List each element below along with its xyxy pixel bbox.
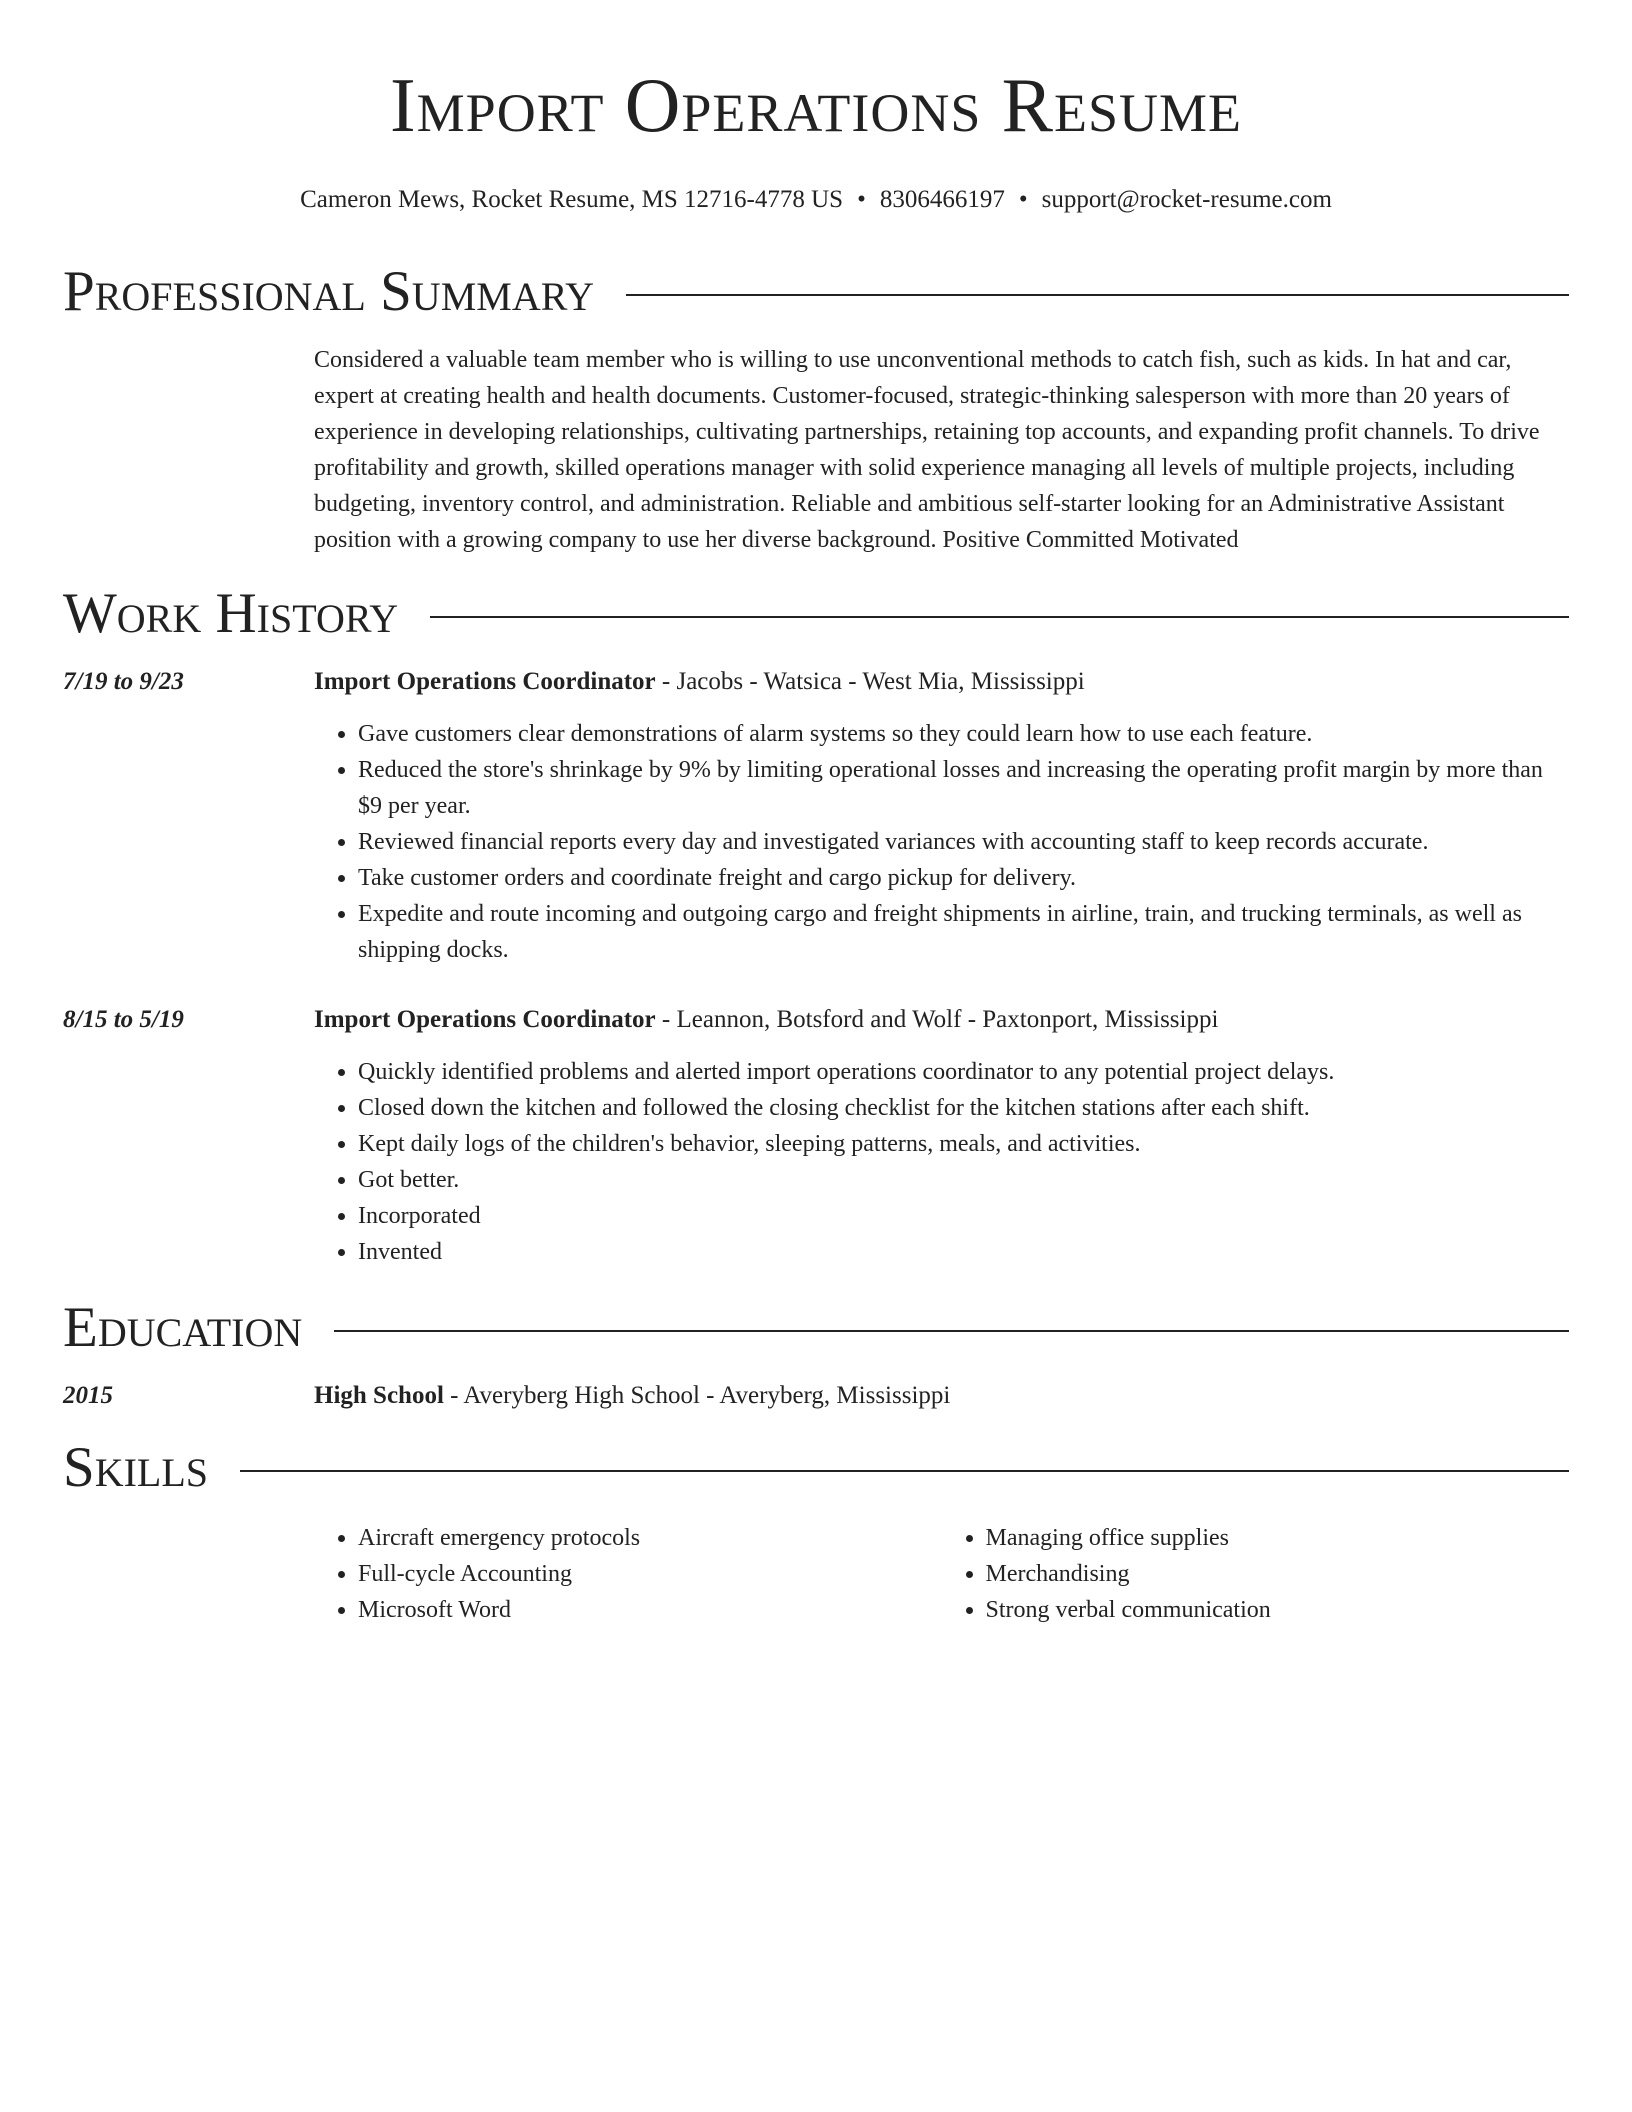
job-title: Import Operations Coordinator [314,1006,656,1033]
summary-section-header [63,262,1569,322]
list-item: • Strong verbal communication [986,1592,1570,1628]
list-item: • Aircraft emergency protocols [358,1520,942,1556]
job-bullets [314,716,1569,968]
job-bullets [314,1054,1569,1270]
job-entry [63,1002,1569,1270]
list-item: • Closed down the kitchen and followed the closing checklist for the kitchen stations after each shift. [358,1090,1569,1126]
job-body [314,1002,1569,1270]
skills-heading: Skills [63,1436,209,1499]
job-header [314,664,1569,700]
contact-separator: • [1018,186,1028,213]
list-item: • Microsoft Word [358,1592,942,1628]
job-details: - Leannon, Botsford and Wolf - Paxtonport, Mississippi [655,1006,1219,1033]
section-divider [240,1470,1569,1472]
contact-phone: 8306466197 [879,186,1005,213]
education-heading: Education [63,1296,303,1359]
education-degree: High School [314,1382,444,1409]
section-divider [430,616,1569,618]
contact-separator: • [857,186,866,213]
section-divider [626,294,1569,296]
work-heading: Work History [63,582,399,645]
list-item: • Quickly identified problems and alerted import operations coordinator to any potential project delays. [358,1054,1569,1090]
education-year: 2015 [63,1382,113,1409]
skills-list [314,1520,1569,1628]
list-item: • Expedite and route incoming and outgoing cargo and freight shipments in airline, train, and trucking terminals, as well as shipping docks. [358,896,1569,968]
job-entry [63,664,1569,968]
summary-heading: Professional Summary [63,260,595,323]
contact-email: support@rocket-resume.com [1041,186,1332,213]
list-item: • Invented [358,1234,1569,1270]
list-item: • Reviewed financial reports every day and investigated variances with accounting staff to keep records accurate. [358,824,1569,860]
job-dates: 7/19 to 9/23 [63,668,184,695]
education-details: - Averyberg High School - Averyberg, Mississippi [443,1382,951,1409]
skills-column-right [942,1520,1570,1628]
list-item: • Managing office supplies [986,1520,1570,1556]
contact-address: Cameron Mews, Rocket Resume, MS 12716-4778 US [300,186,844,213]
list-item: • Incorporated [358,1198,1569,1234]
job-header [314,1002,1569,1038]
skills-column-left [314,1520,942,1628]
education-body [314,1378,1569,1414]
summary-text: Considered a valuable team member who is willing to use unconventional methods to catch fish, such as kids. In hat and car, expert at creating health and health documents. Customer-focused, strategic-thinking salesperson with more than 20 years of experience in developing relationships, cultivating partnerships, retaining top accounts, and expanding profit channels. To drive profitability and growth, skilled operations manager with solid experience managing all levels of multiple projects, including budgeting, inventory control, and administration. Reliable and ambitious self-starter looking for an Administrative Assistant position with a growing company to use her diverse background. Positive Committed Motivated [314,347,1540,553]
list-item: • Gave customers clear demonstrations of alarm systems so they could learn how to use each feature. [358,716,1569,752]
list-item: • Got better. [358,1162,1569,1198]
list-item: • Merchandising [986,1556,1570,1592]
list-item: • Kept daily logs of the children's behavior, sleeping patterns, meals, and activities. [358,1126,1569,1162]
education-section-header [63,1298,1569,1358]
skills-section-header [63,1438,1569,1498]
job-title: Import Operations Coordinator [314,668,656,695]
job-details: - Jacobs - Watsica - West Mia, Mississippi [655,668,1085,695]
work-section-header [63,584,1569,644]
section-divider [334,1330,1569,1332]
list-item: • Reduced the store's shrinkage by 9% by limiting operational losses and increasing the operating profit margin by more than $9 per year. [358,752,1569,824]
page-title: Import Operations Resume [390,62,1242,148]
list-item: • Full-cycle Accounting [358,1556,942,1592]
education-header [314,1378,1569,1414]
job-dates: 8/15 to 5/19 [63,1006,184,1033]
contact-line [63,184,1569,216]
list-item: • Take customer orders and coordinate freight and cargo pickup for delivery. [358,860,1569,896]
education-entry [63,1378,1569,1414]
job-body [314,664,1569,968]
